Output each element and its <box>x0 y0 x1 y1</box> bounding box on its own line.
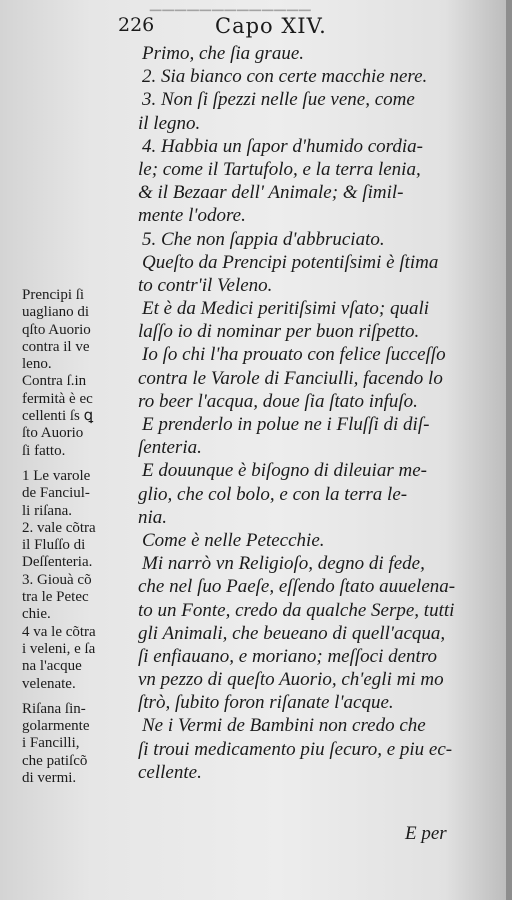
margin-note-line: 3. Giouà cõ <box>22 571 92 588</box>
body-line: to un Fonte, credo da qualche Serpe, tutti <box>138 599 455 621</box>
body-line: laſſo io di nominar per buon riſpetto. <box>138 321 420 343</box>
body-line: vn pezzo di queſto Auorio, ch'egli mi mo <box>138 669 444 691</box>
margin-note-line: na l'acque <box>22 658 82 675</box>
body-line: contra le Varole di Fanciulli, facendo lo <box>138 367 443 389</box>
margin-note-line: contra il ve <box>22 338 90 355</box>
body-line: nia. <box>138 506 168 528</box>
margin-note-line: i Fancilli, <box>22 735 80 752</box>
body-line: Primo, che ſia graue. <box>142 43 305 64</box>
margin-note-line: i veleni, e ſa <box>22 640 96 657</box>
margin-note-line: Deſſenteria. <box>22 554 93 571</box>
page-gutter-shadow <box>506 0 512 900</box>
body-line: 2. Sia bianco con certe macchie nere. <box>142 66 428 88</box>
body-line: ro beer l'acqua, doue ſia ſtato infuſo. <box>138 390 418 412</box>
margin-note-line: golarmente <box>22 718 90 735</box>
body-line: gli Animali, che beueano di quell'acqua, <box>138 622 446 644</box>
body-line: E douunque è biſogno di dileuiar me- <box>142 460 427 482</box>
margin-note-line: Prencipi ſi <box>22 287 85 303</box>
body-line: il legno. <box>138 112 201 134</box>
margin-note <box>22 373 122 459</box>
body-line: E prenderlo in polue ne i Fluſſi di diſ- <box>142 414 430 435</box>
margin-note-line: 1 Le varole <box>22 467 91 484</box>
margin-note-line: Riſana ſin- <box>22 700 86 717</box>
body-line: Ne i Vermi de Bambini non credo che <box>142 715 426 737</box>
margin-note-line: de Fanciul- <box>22 485 90 502</box>
margin-note <box>22 701 122 787</box>
margin-note <box>22 468 122 520</box>
margin-note <box>22 520 122 572</box>
margin-note-line: di vermi. <box>22 770 77 787</box>
margin-note-line: chie. <box>22 606 51 623</box>
body-line: 3. Non ſi ſpezzi nelle ſue vene, come <box>142 89 415 111</box>
body-line: Io ſo chi l'ha prouato con felice ſucceſſo <box>142 344 446 366</box>
body-line: Queſto da Prencipi potentiſsimi è ſtima <box>142 251 439 273</box>
margin-note <box>22 572 122 624</box>
body-line: to contr'il Veleno. <box>138 274 273 296</box>
main-text-column <box>138 42 490 784</box>
catchword: E per <box>405 823 447 844</box>
margin-notes-column <box>22 287 122 787</box>
margin-note-line: Contra ſ.in <box>22 373 87 390</box>
body-line: Et è da Medici peritiſsimi vſato; quali <box>142 298 430 320</box>
margin-note-line: li riſana. <box>22 502 72 519</box>
margin-note-line: fermità è ec <box>22 390 93 407</box>
body-line: le; come il Tartufolo, e la terra lenia, <box>138 158 421 180</box>
margin-note-gap <box>22 693 122 701</box>
body-line: glio, che col bolo, e con la terra le- <box>138 483 408 505</box>
margin-note-line: cellenti ſs ꝗ <box>22 408 94 425</box>
margin-note-line: tra le Petec <box>22 589 89 606</box>
body-line: Mi narrò vn Religioſo, degno di fede, <box>142 553 425 575</box>
bleed-through-text: ───────────── <box>150 0 312 22</box>
body-line: cellente. <box>138 761 202 783</box>
margin-note-line: ſi fatto. <box>22 442 66 459</box>
body-line: 4. Habbia un ſapor d'humido cordia- <box>142 135 423 157</box>
body-line: & il Bezaar dell' Animale; & ſimil- <box>138 182 404 204</box>
body-line: ſi troui medicamento piu ſecuro, e piu ec- <box>138 738 453 760</box>
page-number: 226 <box>118 14 155 36</box>
margin-note-gap <box>22 460 122 468</box>
margin-note-line: qſto Auorio <box>22 321 91 338</box>
margin-note <box>22 287 122 373</box>
margin-note-line: uagliano di <box>22 304 90 321</box>
body-line: ſenteria. <box>138 437 202 459</box>
body-line: 5. Che non ſappia d'abbruciato. <box>142 228 385 250</box>
margin-note-line: 2. vale cõtra <box>22 519 96 536</box>
margin-note-line: ſto Auorio <box>22 425 84 442</box>
margin-note-line: velenate. <box>22 675 76 692</box>
margin-note-line: leno. <box>22 356 52 373</box>
chapter-heading: Capo XIV. <box>215 14 327 38</box>
margin-note-line: il Fluſſo di <box>22 537 86 554</box>
margin-note-line: che patiſcõ <box>22 752 88 769</box>
body-line: mente l'odore. <box>138 205 246 227</box>
body-line: ſtrò, ſubito foron riſanate l'acque. <box>138 692 394 714</box>
body-line: ſi enfiauano, e moriano; meſſoci dentro <box>138 645 438 667</box>
margin-note-line: 4 va le cõtra <box>22 623 96 640</box>
margin-note <box>22 624 122 693</box>
body-line: Come è nelle Petecchie. <box>142 529 325 551</box>
body-line: che nel ſuo Paeſe, eſſendo ſtato auuelena- <box>138 576 456 598</box>
